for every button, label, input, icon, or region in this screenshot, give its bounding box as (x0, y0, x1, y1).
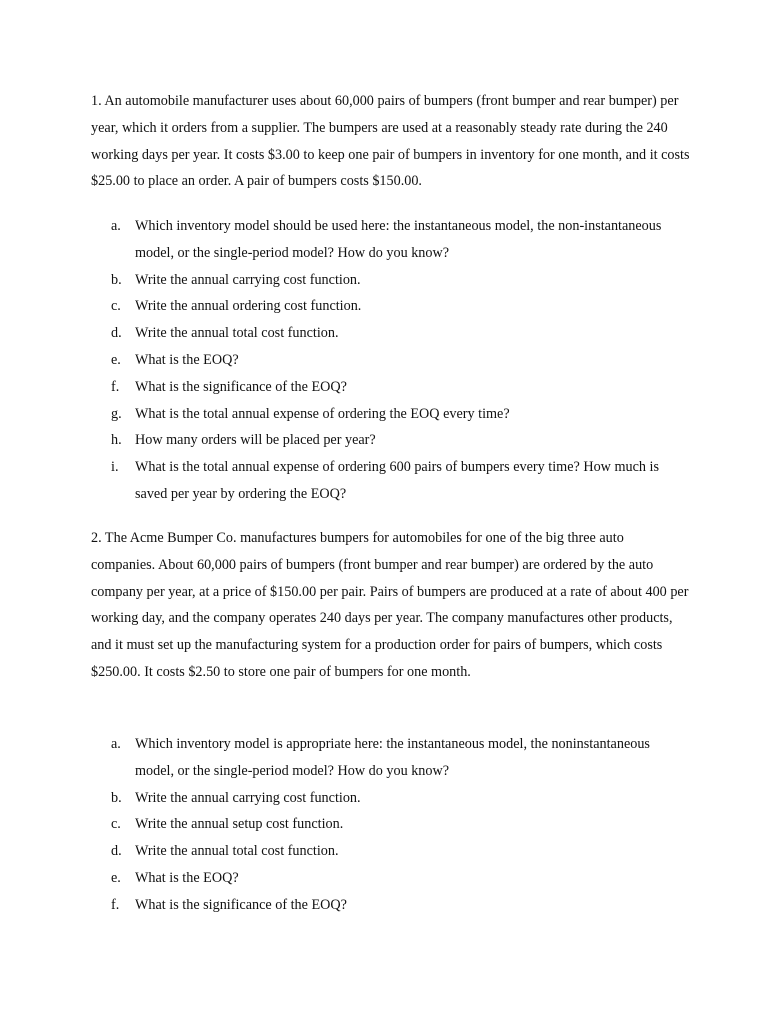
list-item-text: Write the annual setup cost function. (135, 816, 344, 833)
question-2-intro: 2. The Acme Bumper Co. manufactures bumpers for automobiles for one of the big three auto companies. About 60,000 pairs of bumpers (front bumper and rear bumper) are ordered by the auto company per year, at a price of $150.00 per pair. Pairs of bumpers are produced at a rate of about 400 per working day, and the company operates 240 days per year. The company manufactures other products, and it must set up the manufacturing system for a production order for pairs of bumpers, which costs $250.00. It costs $2.50 to store one pair of bumpers for one month. (91, 530, 689, 680)
list-item (111, 320, 671, 347)
list-item-text: What is the total annual expense of ordering the EOQ every time? (135, 405, 510, 422)
question-1-subquestions (111, 213, 671, 508)
list-item (111, 401, 671, 428)
list-item (111, 213, 671, 267)
list-marker: b. (111, 271, 122, 288)
list-item-text: How many orders will be placed per year? (135, 432, 376, 449)
list-item (111, 838, 671, 865)
list-marker: e. (111, 869, 121, 886)
list-item-text: Which inventory model is appropriate here: the instantaneous model, the noninstantaneous model, or the single-period model? How do you know? (135, 736, 650, 779)
list-marker: a. (111, 736, 121, 752)
list-item (111, 347, 671, 374)
list-marker: e. (111, 351, 121, 368)
list-marker: c. (111, 816, 121, 833)
list-marker: b. (111, 789, 122, 806)
list-marker: c. (111, 298, 121, 315)
list-item-text: What is the EOQ? (135, 869, 239, 886)
list-item (111, 374, 671, 401)
list-item-text: Which inventory model should be used here: the instantaneous model, the non-instantaneous model, or the single-period model? How do you know? (135, 218, 662, 261)
list-item-text: Write the annual total cost function. (135, 325, 339, 342)
list-item-text: Write the annual ordering cost function. (135, 298, 362, 315)
question-2-subquestions (111, 731, 671, 919)
list-item-text: What is the total annual expense of ordering 600 pairs of bumpers every time? How much is saved per year by ordering the EOQ? (135, 459, 660, 502)
list-marker: g. (111, 405, 122, 422)
list-marker: f. (111, 896, 120, 913)
list-item-text: What is the significance of the EOQ? (135, 378, 347, 395)
list-item (111, 427, 671, 454)
list-marker: i. (111, 459, 119, 476)
list-item-text: Write the annual total cost function. (135, 843, 339, 860)
list-item-text: What is the significance of the EOQ? (135, 896, 347, 913)
list-marker: d. (111, 325, 122, 342)
list-item-text: Write the annual carrying cost function. (135, 789, 361, 806)
list-item-text: What is the EOQ? (135, 351, 239, 368)
list-item (111, 731, 671, 785)
list-marker: a. (111, 218, 121, 234)
list-item (111, 267, 671, 294)
list-item (111, 293, 671, 320)
list-item (111, 865, 671, 892)
question-1-intro: 1. An automobile manufacturer uses about 60,000 pairs of bumpers (front bumper and rear bumper) per year, which it orders from a supplier. The bumpers are used at a reasonably steady rate during the 240 working days per year. It costs $3.00 to keep one pair of bumpers in inventory for one month, and it costs $25.00 to place an order. A pair of bumpers costs $150.00. (91, 93, 690, 190)
list-marker: h. (111, 432, 122, 449)
list-item (111, 811, 671, 838)
list-marker: d. (111, 843, 122, 860)
list-marker: f. (111, 378, 120, 395)
list-item-text: Write the annual carrying cost function. (135, 271, 361, 288)
list-item (111, 892, 671, 919)
list-item (111, 454, 671, 508)
list-item (111, 785, 671, 812)
